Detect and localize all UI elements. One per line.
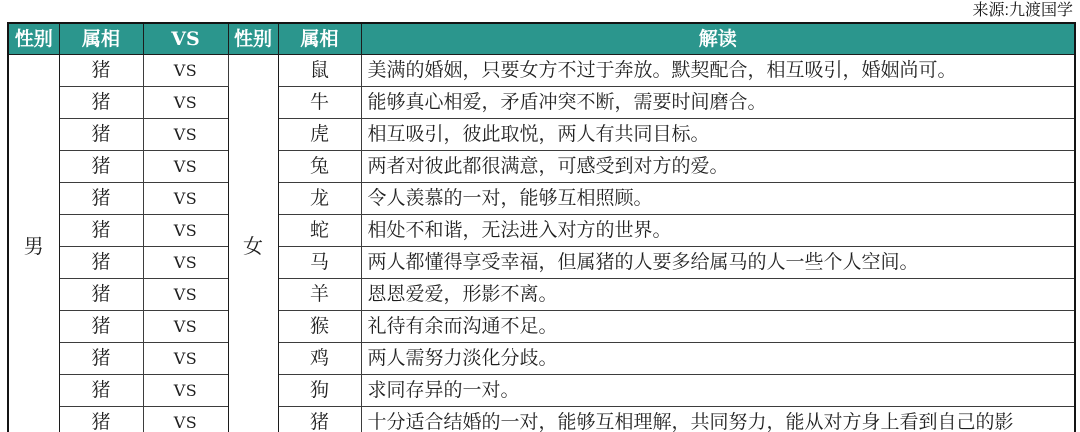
female-zodiac-cell: 狗 xyxy=(278,375,361,407)
compatibility-table xyxy=(7,22,1076,432)
table-row xyxy=(8,407,1075,432)
vs-cell: VS xyxy=(143,183,228,215)
female-zodiac-cell: 猪 xyxy=(278,407,361,432)
header-vs: VS xyxy=(143,23,228,55)
female-gender-cell: 女 xyxy=(228,55,278,432)
male-zodiac-cell: 猪 xyxy=(59,311,143,343)
male-gender-cell: 男 xyxy=(8,55,59,432)
header-row xyxy=(8,23,1075,55)
female-zodiac-cell: 兔 xyxy=(278,151,361,183)
header-zodiac-male: 属相 xyxy=(59,23,143,55)
interpretation-cell: 相处不和谐，无法进入对方的世界。 xyxy=(361,215,1075,247)
vs-cell: VS xyxy=(143,407,228,432)
vs-cell: VS xyxy=(143,247,228,279)
table-row xyxy=(8,151,1075,183)
male-zodiac-cell: 猪 xyxy=(59,87,143,119)
female-zodiac-cell: 鸡 xyxy=(278,343,361,375)
vs-cell: VS xyxy=(143,343,228,375)
source-label: 来源:九渡国学 xyxy=(972,2,1073,19)
vs-cell: VS xyxy=(143,311,228,343)
vs-cell: VS xyxy=(143,119,228,151)
table-row xyxy=(8,183,1075,215)
table-row xyxy=(8,247,1075,279)
vs-cell: VS xyxy=(143,87,228,119)
female-zodiac-cell: 虎 xyxy=(278,119,361,151)
interpretation-cell: 十分适合结婚的一对，能够互相理解，共同努力，能从对方身上看到自己的影 xyxy=(361,407,1075,432)
interpretation-cell: 礼待有余而沟通不足。 xyxy=(361,311,1075,343)
table-row xyxy=(8,55,1075,87)
interpretation-cell: 美满的婚姻，只要女方不过于奔放。默契配合，相互吸引，婚姻尚可。 xyxy=(361,55,1075,87)
table-row xyxy=(8,375,1075,407)
interpretation-cell: 相互吸引，彼此取悦，两人有共同目标。 xyxy=(361,119,1075,151)
vs-cell: VS xyxy=(143,55,228,87)
interpretation-cell: 令人羡慕的一对，能够互相照顾。 xyxy=(361,183,1075,215)
male-zodiac-cell: 猪 xyxy=(59,279,143,311)
female-zodiac-cell: 鼠 xyxy=(278,55,361,87)
interpretation-cell: 求同存异的一对。 xyxy=(361,375,1075,407)
female-zodiac-cell: 马 xyxy=(278,247,361,279)
interpretation-cell: 能够真心相爱，矛盾冲突不断，需要时间磨合。 xyxy=(361,87,1075,119)
header-interpretation: 解读 xyxy=(361,23,1075,55)
interpretation-cell: 两人都懂得享受幸福，但属猪的人要多给属马的人一些个人空间。 xyxy=(361,247,1075,279)
male-zodiac-cell: 猪 xyxy=(59,119,143,151)
vs-cell: VS xyxy=(143,375,228,407)
female-zodiac-cell: 蛇 xyxy=(278,215,361,247)
table-row xyxy=(8,279,1075,311)
header-zodiac-female: 属相 xyxy=(278,23,361,55)
male-zodiac-cell: 猪 xyxy=(59,407,143,432)
vs-cell: VS xyxy=(143,215,228,247)
interpretation-cell: 两者对彼此都很满意，可感受到对方的爱。 xyxy=(361,151,1075,183)
male-zodiac-cell: 猪 xyxy=(59,55,143,87)
table-row xyxy=(8,87,1075,119)
table-row xyxy=(8,119,1075,151)
female-zodiac-cell: 羊 xyxy=(278,279,361,311)
male-zodiac-cell: 猪 xyxy=(59,151,143,183)
female-zodiac-cell: 牛 xyxy=(278,87,361,119)
male-zodiac-cell: 猪 xyxy=(59,215,143,247)
header-gender-female: 性别 xyxy=(228,23,278,55)
table-row xyxy=(8,343,1075,375)
vs-cell: VS xyxy=(143,279,228,311)
table-row xyxy=(8,311,1075,343)
male-zodiac-cell: 猪 xyxy=(59,247,143,279)
interpretation-cell: 两人需努力淡化分歧。 xyxy=(361,343,1075,375)
female-zodiac-cell: 龙 xyxy=(278,183,361,215)
header-gender-male: 性别 xyxy=(8,23,59,55)
male-zodiac-cell: 猪 xyxy=(59,375,143,407)
vs-cell: VS xyxy=(143,151,228,183)
table-row xyxy=(8,215,1075,247)
female-zodiac-cell: 猴 xyxy=(278,311,361,343)
interpretation-cell: 恩恩爱爱，形影不离。 xyxy=(361,279,1075,311)
male-zodiac-cell: 猪 xyxy=(59,183,143,215)
male-zodiac-cell: 猪 xyxy=(59,343,143,375)
